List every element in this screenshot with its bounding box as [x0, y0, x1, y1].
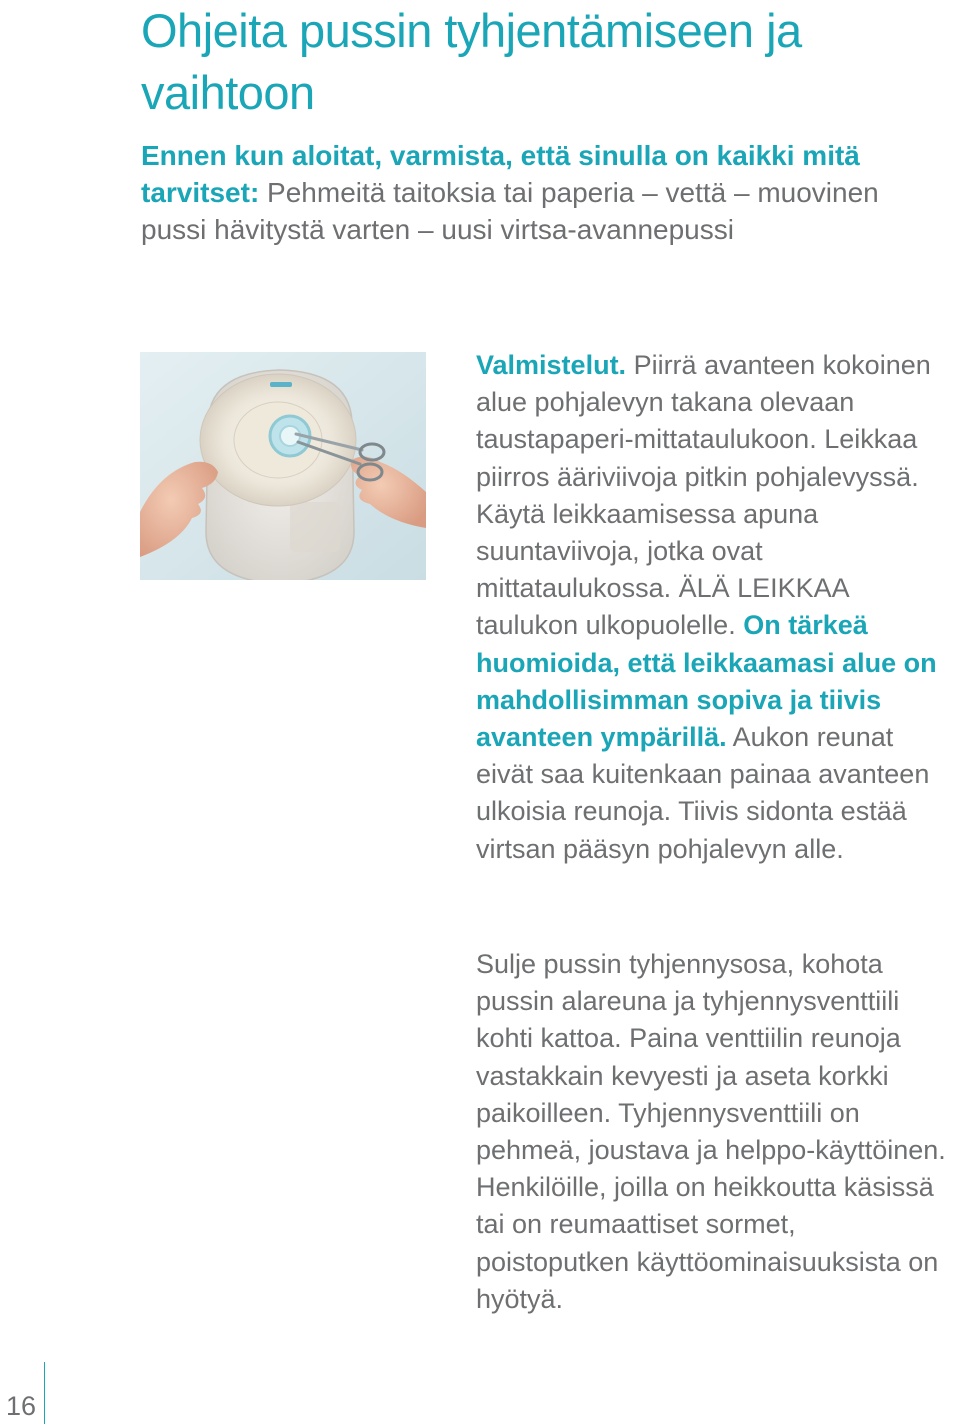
ostomy-pouch-scissors-illustration	[140, 352, 426, 580]
preparation-instructions-cont: Aukon reunat eivät saa kuitenkaan painaa avanteen ulkoisia reunoja. Tiivis sidonta estää virtsan pääsyn pohjalevyn alle.	[476, 722, 930, 864]
photo-cutting-baseplate	[140, 352, 426, 580]
preparation-step	[476, 347, 954, 868]
intro-paragraph	[141, 137, 941, 248]
intro-lead: Ennen kun aloitat, varmista, että sinulla on kaikki mitä tarvitset:	[141, 140, 860, 208]
page-title: Ohjeita pussin tyhjentämiseen ja vaihtoon	[141, 4, 802, 119]
intro-supplies-list: Pehmeitä taitoksia tai paperia – vettä – muovinen pussi hävitystä varten – uusi virtsa-avannepussi	[141, 177, 879, 245]
preparation-label: Valmistelut.	[476, 350, 627, 380]
page-number: 16	[5, 1391, 36, 1421]
page-number-rule	[44, 1362, 45, 1424]
preparation-instructions: Piirrä avanteen kokoinen alue pohjalevyn takana olevaan taustapaperi-mittataulukoon. Leikkaa piirros ääriviivoja pitkin pohjalevyssä. Käytä leikkaamisessa apuna suuntaviivoja, jotka ovat mittataulukossa. ÄLÄ LEIKKAA taulukon ulkopuolelle.	[476, 350, 931, 641]
emptying-step: Sulje pussin tyhjennysosa, kohota pussin alareuna ja tyhjennysventtiili kohti kattoa. Paina venttiilin reunoja vastakkain kevyesti ja aseta korkki paikoilleen. Tyhjennysventtiili on pehmeä, joustava ja helppo-käyttöinen. Henkilöille, joilla on heikkoutta käsissä tai on reumaattiset sormet, poistoputken käyttöominaisuuksista on hyötyä.	[476, 949, 946, 1314]
preparation-emphasis: On tärkeä huomioida, että leikkaamasi alue on mahdollisimman sopiva ja tiivis avanteen ympärillä.	[476, 610, 937, 753]
